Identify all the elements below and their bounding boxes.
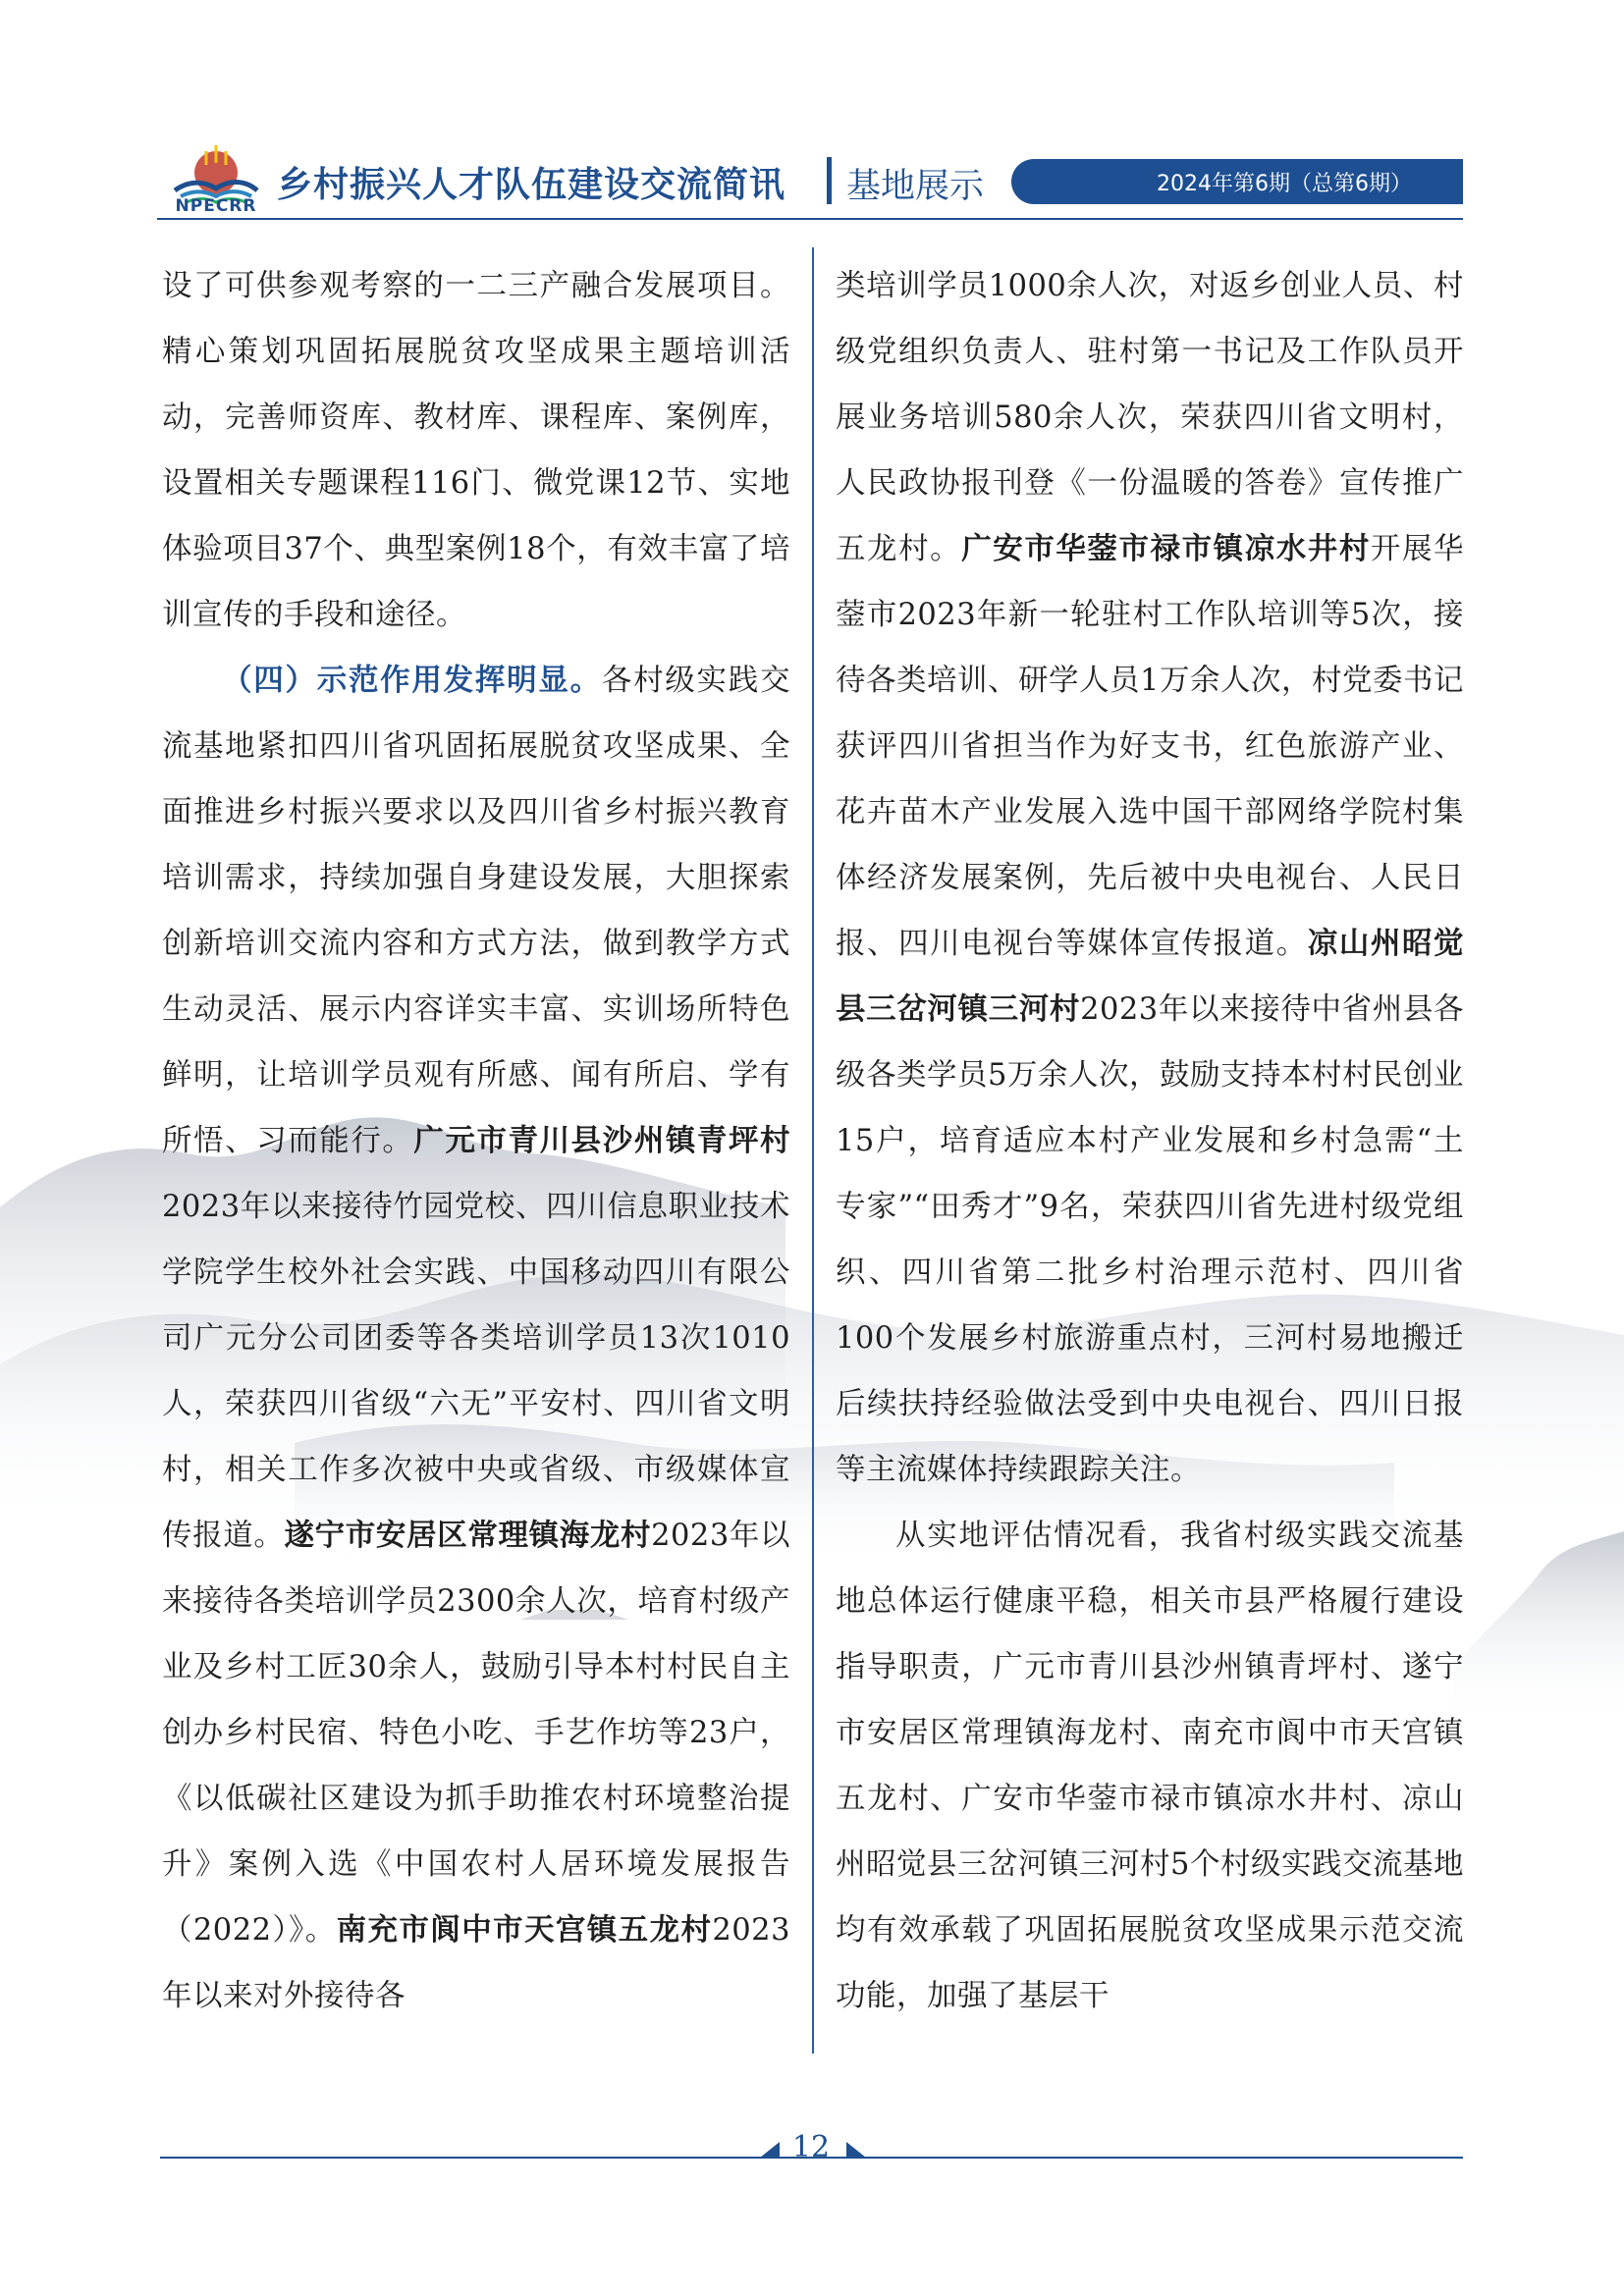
village-wulong: 南充市阆中市天宫镇五龙村 [336,1912,713,1948]
paragraph-villages-continued [836,253,1464,1503]
village-qingping-text: 2023年以来接待竹园党校、四川信息职业技术学院学生校外社会实践、中国移动四川有限公司广元分公司团委等各类培训学员13次1010人，荣获四川省级“六无”平安村、四川省文明村，相关工作多次被中央或省级、市级媒体宣传报道。 [162,1190,790,1553]
subheading-demonstration: （四）示范作用发挥明显。 [222,663,602,698]
paragraph-resources-text: 设了可供参观考察的一二三产融合发展项目。精心策划巩固拓展脱贫攻坚成果主题培训活动，完善师资库、教材库、课程库、案例库，设置相关专题课程116门、微党课12节、实地体验项目37个、典型案例18个，有效丰富了培训宣传的手段和途径。 [162,269,790,632]
column-divider [812,247,814,2054]
section-name: 基地展示 [846,167,985,206]
paragraph-summary [836,1503,1464,2029]
paragraph-resources [162,253,790,648]
page-number: 12 [791,2130,831,2164]
village-sanhe-text: 2023年以来接待中省州县各级各类学员5万余人次，鼓励支持本村村民创业15户，培育适应本村产业发展和乡村急需“土专家”“田秀才”9名，荣获四川省先进村级党组织、四川省第二批乡村治理示范村、四川省100个发展乡村旅游重点村，三河村易地搬迁后续扶持经验做法受到中央电视台、四川日报等主流媒体持续跟踪关注。 [836,992,1465,1487]
village-liangshuijing: 广安市华蓥市禄市镇凉水井村 [961,531,1371,566]
paragraph-demonstration [162,648,790,2029]
summary-text: 从实地评估情况看，我省村级实践交流基地总体运行健康平稳，相关市县严格履行建设指导职责，广元市青川县沙州镇青坪村、遂宁市安居区常理镇海龙村、南充市阆中市天宫镇五龙村、广安市华蓥市禄市镇凉水井村、凉山州昭觉县三岔河镇三河村5个村级实践交流基地均有效承载了巩固拓展脱贫攻坚成果示范交流功能，加强了基层干 [836,1519,1464,2013]
village-sanhe: 凉山州昭觉县三岔河镇三河村 [836,926,1465,1027]
header-rule [157,218,1463,220]
publication-title: 乡村振兴人才队伍建设交流简讯 [277,165,786,205]
village-wulong-text-1: 2023年以来对外接待各 [162,1913,790,2013]
demonstration-text: 各村级实践交流基地紧扣四川省巩固拓展脱贫攻坚成果、全面推进乡村振兴要求以及四川省乡村振兴教育培训需求，持续加强自身建设发展，大胆探索创新培训交流内容和方式方法，做到教学方式生动灵活、展示内容详实丰富、实训场所特色鲜明，让培训学员观有所感、闻有所启、学有所悟、习而能行。 [162,664,791,1158]
village-hailong-text: 2023年以来接待各类培训学员2300余人次，培育村级产业及乡村工匠30余人，鼓励引导本村村民自主创办乡村民宿、特色小吃、手艺作坊等23户，《以低碳社区建设为抓手助推农村环境整治提升》案例入选《中国农村人居环境发展报告（2022）》。 [162,1519,791,1948]
logo-text: NPECRR [175,196,257,216]
title-separator [827,157,832,204]
village-liangshuijing-text: 开展华蓥市2023年新一轮驻村工作队培训等5次，接待各类培训、研学人员1万余人次，村党委书记获评四川省担当作为好支书，红色旅游产业、花卉苗木产业发展入选中国干部网络学院村集体经济发展案例，先后被中央电视台、人民日报、四川电视台等媒体宣传报道。 [836,532,1465,961]
village-hailong: 遂宁市安居区常理镇海龙村 [284,1518,652,1553]
right-column [836,253,1464,2029]
page-header [0,0,1624,226]
left-column [162,253,790,2029]
issue-label: 2024年第6期（总第6期） [1157,172,1412,196]
village-wulong-text-2: 类培训学员1000余人次，对返乡创业人员、村级党组织负责人、驻村第一书记及工作队员开展业务培训580余人次，荣获四川省文明村，人民政协报刊登《一份温暖的答卷》宣传推广五龙村。 [836,269,1464,566]
village-qingping: 广元市青川县沙州镇青坪村 [413,1123,791,1158]
